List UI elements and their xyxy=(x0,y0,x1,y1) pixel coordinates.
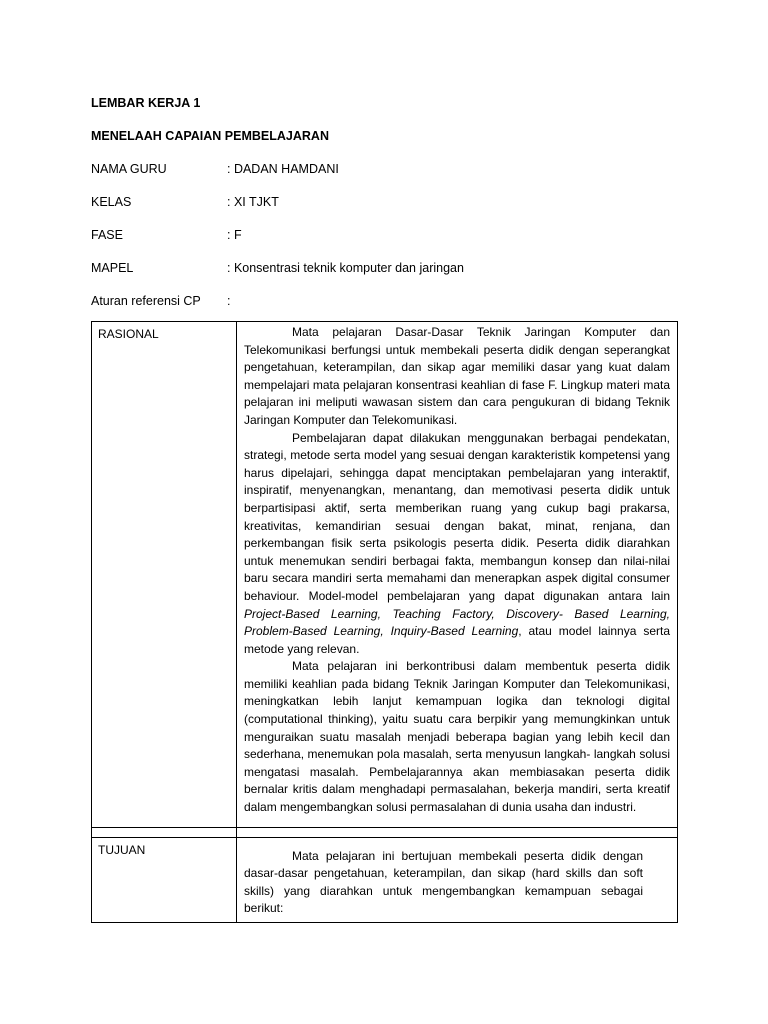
table-row-tujuan xyxy=(92,837,678,922)
rasional-learning-models: Project-Based Learning, Teaching Factory, Discovery- Based Learning, Problem-Based Learning, Inquiry-Based Learning xyxy=(244,606,670,639)
rasional-paragraph-2-text-b: , atau model lainnya serta metode yang relevan. xyxy=(244,624,670,656)
field-value-mapel: : Konsentrasi teknik komputer dan jaringan xyxy=(227,261,464,275)
rasional-paragraph-1: Mata pelajaran Dasar-Dasar Teknik Jaringan Komputer dan Telekomunikasi berfungsi untuk membekali peserta didik dengan seperangkat pengetahuan, keterampilan, dan sikap agar memiliki dasar yang kuat dalam mempelajari mata pelajaran konsentrasi keahlian di fase F. Lingkup materi mata pelajaran ini meliputi wawasan sistem dan cara pengukuran di bidang Teknik Jaringan Komputer dan Telekomunikasi. xyxy=(244,325,670,427)
tujuan-label: TUJUAN xyxy=(92,837,237,922)
field-label-kelas: KELAS xyxy=(91,195,132,209)
field-value-aturan-referensi: : xyxy=(227,294,231,308)
field-value-fase: : F xyxy=(227,228,242,242)
rasional-paragraph-3: Mata pelajaran ini berkontribusi dalam membentuk peserta didik memiliki keahlian pada bidang Teknik Jaringan Komputer dan Telekomunikasi, meningkatkan lebih lanjut kemampuan logika dan teknologi digital (computational thinking), yaitu suatu cara berpikir yang memungkinkan untuk menguraikan suatu masalah menjadi beberapa bagian yang lebih kecil dan sederhana, menemukan pola masalah, serta menyusun langkah- langkah solusi mengatasi masalah. Pembelajarannya akan membiasakan peserta didik bernalar kritis dalam menghadapi permasalahan, bekerja mandiri, serta kreatif dalam mengembangkan solusi permasalahan di dunia usaha dan industri. xyxy=(244,659,670,815)
capaian-table xyxy=(91,321,678,923)
rasional-content xyxy=(237,322,678,828)
tujuan-paragraph-1: Mata pelajaran ini bertujuan membekali peserta didik dengan dasar-dasar pengetahuan, keterampilan, dan sikap (hard skills dan soft skills) yang diarahkan untuk mengembangkan kemampuan sebagai berikut: xyxy=(244,848,643,916)
field-label-fase: FASE xyxy=(91,228,123,242)
gap-cell-left xyxy=(92,827,237,837)
field-value-kelas: : XI TJKT xyxy=(227,195,279,209)
table-row-rasional xyxy=(92,322,678,828)
tujuan-content xyxy=(237,837,678,922)
table-gap-row xyxy=(92,827,678,837)
rasional-paragraph-2 xyxy=(244,430,670,659)
rasional-label: RASIONAL xyxy=(92,322,237,828)
field-value-nama-guru: : DADAN HAMDANI xyxy=(227,162,339,176)
field-label-mapel: MAPEL xyxy=(91,261,134,275)
field-label-nama-guru: NAMA GURU xyxy=(91,162,167,176)
field-label-aturan-referensi: Aturan referensi CP xyxy=(91,294,201,308)
rasional-paragraph-2-text-a: Pembelajaran dapat dilakukan menggunakan berbagai pendekatan, strategi, metode serta model yang sesuai dengan karakteristik kompetensi yang harus dipelajari, sehingga dapat menciptakan pembelajaran yang interaktif, inspiratif, menyenangkan, menantang, dan memotivasi peserta didik untuk berpartisipasi aktif, serta memberikan ruang yang cukup bagi prakarsa, kreativitas, kemandirian sesuai dengan bakat, minat, renjana, dan perkembangan fisik serta psikologis peserta didik. Peserta didik diarahkan untuk menemukan sendiri berbagai fakta, membangun konsep dan nilai-nilai baru secara mandiri serta memahami dan menerapkan aspek digital consumer behaviour. Model-model pembelajaran yang dapat digunakan antara lain xyxy=(244,430,670,603)
gap-cell-right xyxy=(237,827,678,837)
document-subtitle: MENELAAH CAPAIAN PEMBELAJARAN xyxy=(91,129,329,143)
document-title: LEMBAR KERJA 1 xyxy=(91,96,201,110)
